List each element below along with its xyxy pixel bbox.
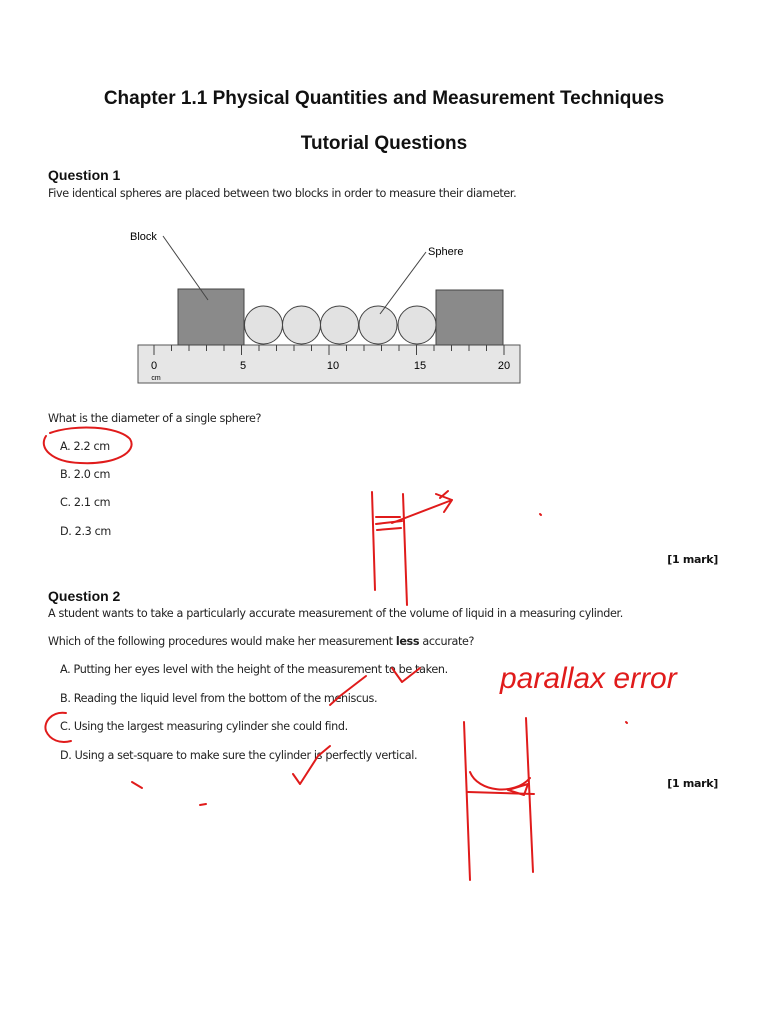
cylinder-sketch-1-right-wall [403, 494, 407, 605]
q1-option-d[interactable]: D. 2.3 cm [60, 525, 111, 538]
block-label: Block [130, 231, 157, 243]
q2-option-d[interactable]: D. Using a set-square to make sure the cylinder is perfectly vertical. [60, 749, 418, 762]
ruler-label-0: 0 [150, 360, 158, 372]
question-1-heading: Question 1 [48, 167, 121, 183]
ruler-label-20: 20 [497, 360, 511, 372]
meniscus-curve [470, 772, 530, 789]
q1-option-b[interactable]: B. 2.0 cm [60, 468, 111, 481]
cylinder-sketch-2-right-wall [526, 718, 533, 872]
q2-option-c[interactable]: C. Using the largest measuring cylinder she could find. [60, 720, 348, 733]
question-2-prompt [48, 635, 474, 648]
ink-dot-1 [540, 514, 541, 515]
page-subtitle: Tutorial Questions [300, 133, 468, 154]
ruler-label-10: 10 [326, 360, 340, 372]
ruler-unit-label: cm [151, 375, 161, 382]
ink-dot-2 [626, 722, 627, 723]
sphere-5 [398, 306, 436, 344]
q1-option-c[interactable]: C. 2.1 cm [60, 496, 111, 509]
sphere-4 [359, 306, 397, 344]
page-title: Chapter 1.1 Physical Quantities and Measurement Techniques [103, 88, 665, 109]
spheres-between-blocks-figure [130, 222, 530, 388]
q1-option-a[interactable]: A. 2.2 cm [60, 440, 110, 453]
sphere-label: Sphere [428, 246, 464, 258]
sphere-3 [321, 306, 359, 344]
handwritten-note-parallax: parallax error [500, 662, 677, 695]
sphere-2 [283, 306, 321, 344]
question-2-intro: A student wants to take a particularly accurate measurement of the volume of liquid in a measuring cylinder. [48, 607, 623, 620]
q2-prompt-end: accurate? [419, 635, 475, 648]
question-1-intro: Five identical spheres are placed between two blocks in order to measure their diameter. [48, 187, 517, 200]
q1-marks: [1 mark] [667, 553, 718, 566]
cylinder-sketch-2-level-line [468, 792, 534, 794]
q2-prompt-emphasis: less [395, 635, 420, 648]
eye-arrow [392, 491, 452, 523]
sphere-leader-line [380, 252, 426, 314]
left-block [178, 289, 244, 345]
sphere-1 [245, 306, 283, 344]
q2-prompt-start: Which of the following procedures would make her measurement [48, 635, 396, 648]
q2-option-b[interactable]: B. Reading the liquid level from the bottom of the meniscus. [60, 692, 378, 705]
ruler-label-15: 15 [413, 360, 427, 372]
ruler-label-5: 5 [239, 360, 247, 372]
cylinder-sketch-1-level-lines [376, 517, 402, 530]
question-1-prompt: What is the diameter of a single sphere? [48, 412, 262, 425]
question-2-heading: Question 2 [48, 588, 121, 604]
right-block [436, 290, 503, 345]
cylinder-sketch-2-left-wall [464, 722, 470, 880]
q2-option-a[interactable]: A. Putting her eyes level with the height of the measurement to be taken. [60, 663, 448, 676]
q2-marks: [1 mark] [667, 777, 718, 790]
ink-stroke-1 [132, 782, 142, 788]
meniscus-shading [508, 784, 528, 795]
cylinder-sketch-1-left-wall [372, 492, 375, 590]
ink-stroke-2 [200, 804, 206, 805]
